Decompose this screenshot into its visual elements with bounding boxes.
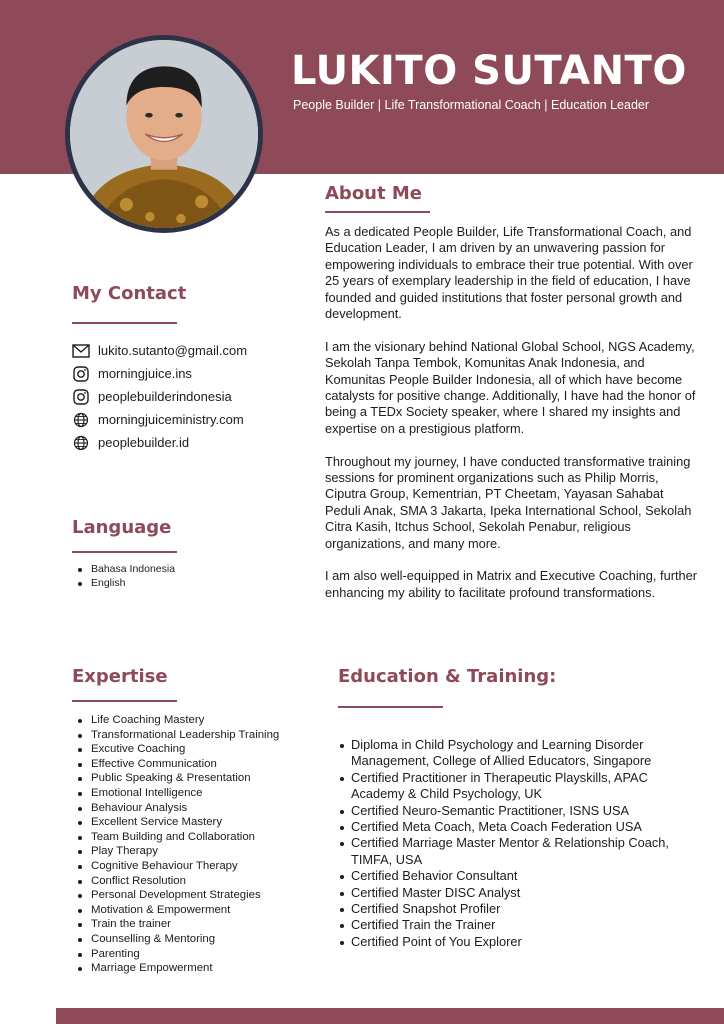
expertise-title-rule [72,700,177,702]
contact-text: morningjuiceministry.com [98,412,244,427]
contact-list [72,339,312,454]
about-paragraph: I am the visionary behind National Global School, NGS Academy, Sekolah Tanpa Tembok, Komunitas Anak Indonesia, and Komunitas People Builder Indonesia, all of which have become catalysts for positive change. Additionally, I have had the honor of being a TEDx Society speaker, where I shared my insights and expertise on a prestigious platform. [325,338,696,436]
profile-photo [65,35,263,233]
expertise-item: Conflict Resolution [74,874,279,889]
about-paragraph: Throughout my journey, I have conducted transformative training sessions for prominent organizations such as Philip Morris, Ciputra Group, Kementrian, PT Cheetam, Yayasan Sahabat Peduli Anak, SMA 3 Jakarta, Ipeka International School, Sekolah Citra Kasih, Itchus School, Sekolah Penabur, religious organizations, and many more. [325,453,692,551]
expertise-item: Transformational Leadership Training [74,728,279,743]
globe-icon [72,434,90,452]
contact-text: lukito.sutanto@gmail.com [98,343,248,358]
expertise-item: Excutive Coaching [74,742,279,757]
education-list [338,737,698,950]
education-item: Certified Point of You Explorer [338,934,698,950]
education-item: Certified Train the Trainer [338,917,698,933]
about-paragraph: I am also well-equipped in Matrix and Executive Coaching, further enhancing my ability to facilitate profound transformations. [325,568,698,600]
expertise-item: Effective Communication [74,757,279,772]
language-list [74,563,175,590]
contact-instagram[interactable] [72,385,312,408]
expertise-item: Play Therapy [74,844,279,859]
education-item: Diploma in Child Psychology and Learning Disorder Management, College of Allied Educators, Singapore [338,737,698,770]
expertise-item: Team Building and Collaboration [74,830,279,845]
expertise-item: Emotional Intelligence [74,786,279,801]
expertise-item: Parenting [74,947,279,962]
portrait-illustration [70,40,258,228]
person-tagline: People Builder | Life Transformational Coach | Education Leader [293,98,650,112]
expertise-item: Behaviour Analysis [74,801,279,816]
contact-website[interactable] [72,431,312,454]
expertise-item: Train the trainer [74,917,279,932]
contact-website[interactable] [72,408,312,431]
globe-icon [72,411,90,429]
expertise-item: Personal Development Strategies [74,888,279,903]
person-name: LUKITO SUTANTO [291,48,687,94]
contact-email[interactable] [72,339,312,362]
language-item: Bahasa Indonesia [74,563,175,577]
expertise-list [74,713,279,976]
about-paragraph: As a dedicated People Builder, Life Transformational Coach, and Education Leader, I am driven by an unwavering passion for empowering individuals to embrace their true potential. With over 25 years of exemplary leadership in the field of education, I have founded and guided institutions that foster personal growth and development. [325,224,693,322]
expertise-title: Expertise [72,666,168,687]
education-item: Certified Practitioner in Therapeutic Playskills, APAC Academy & Child Psychology, UK [338,770,698,803]
education-item: Certified Marriage Master Mentor & Relationship Coach, TIMFA, USA [338,835,698,868]
footer-band [56,1008,724,1024]
education-item: Certified Behavior Consultant [338,868,698,884]
contact-title-rule [72,322,177,324]
expertise-item: Counselling & Mentoring [74,932,279,947]
language-item: English [74,577,175,591]
education-item: Certified Neuro-Semantic Practitioner, ISNS USA [338,803,698,819]
education-item: Certified Meta Coach, Meta Coach Federation USA [338,819,698,835]
instagram-icon [72,388,90,406]
education-title-rule [338,706,443,708]
education-title: Education & Training: [338,666,557,687]
language-title-rule [72,551,177,553]
contact-text: peoplebuilder.id [98,435,190,450]
about-text [325,224,700,618]
about-title: About Me [325,183,422,204]
expertise-item: Motivation & Empowerment [74,903,279,918]
about-title-rule [325,211,430,213]
instagram-icon [72,365,90,383]
language-title: Language [72,517,172,538]
expertise-item: Cognitive Behaviour Therapy [74,859,279,874]
contact-text: peoplebuilderindonesia [98,389,232,404]
education-item: Certified Snapshot Profiler [338,901,698,917]
expertise-item: Life Coaching Mastery [74,713,279,728]
expertise-item: Marriage Empowerment [74,961,279,976]
contact-text: morningjuice.ins [98,366,192,381]
expertise-item: Public Speaking & Presentation [74,771,279,786]
mail-icon [72,342,90,360]
education-item: Certified Master DISC Analyst [338,885,698,901]
contact-title: My Contact [72,283,187,304]
contact-instagram[interactable] [72,362,312,385]
expertise-item: Excellent Service Mastery [74,815,279,830]
